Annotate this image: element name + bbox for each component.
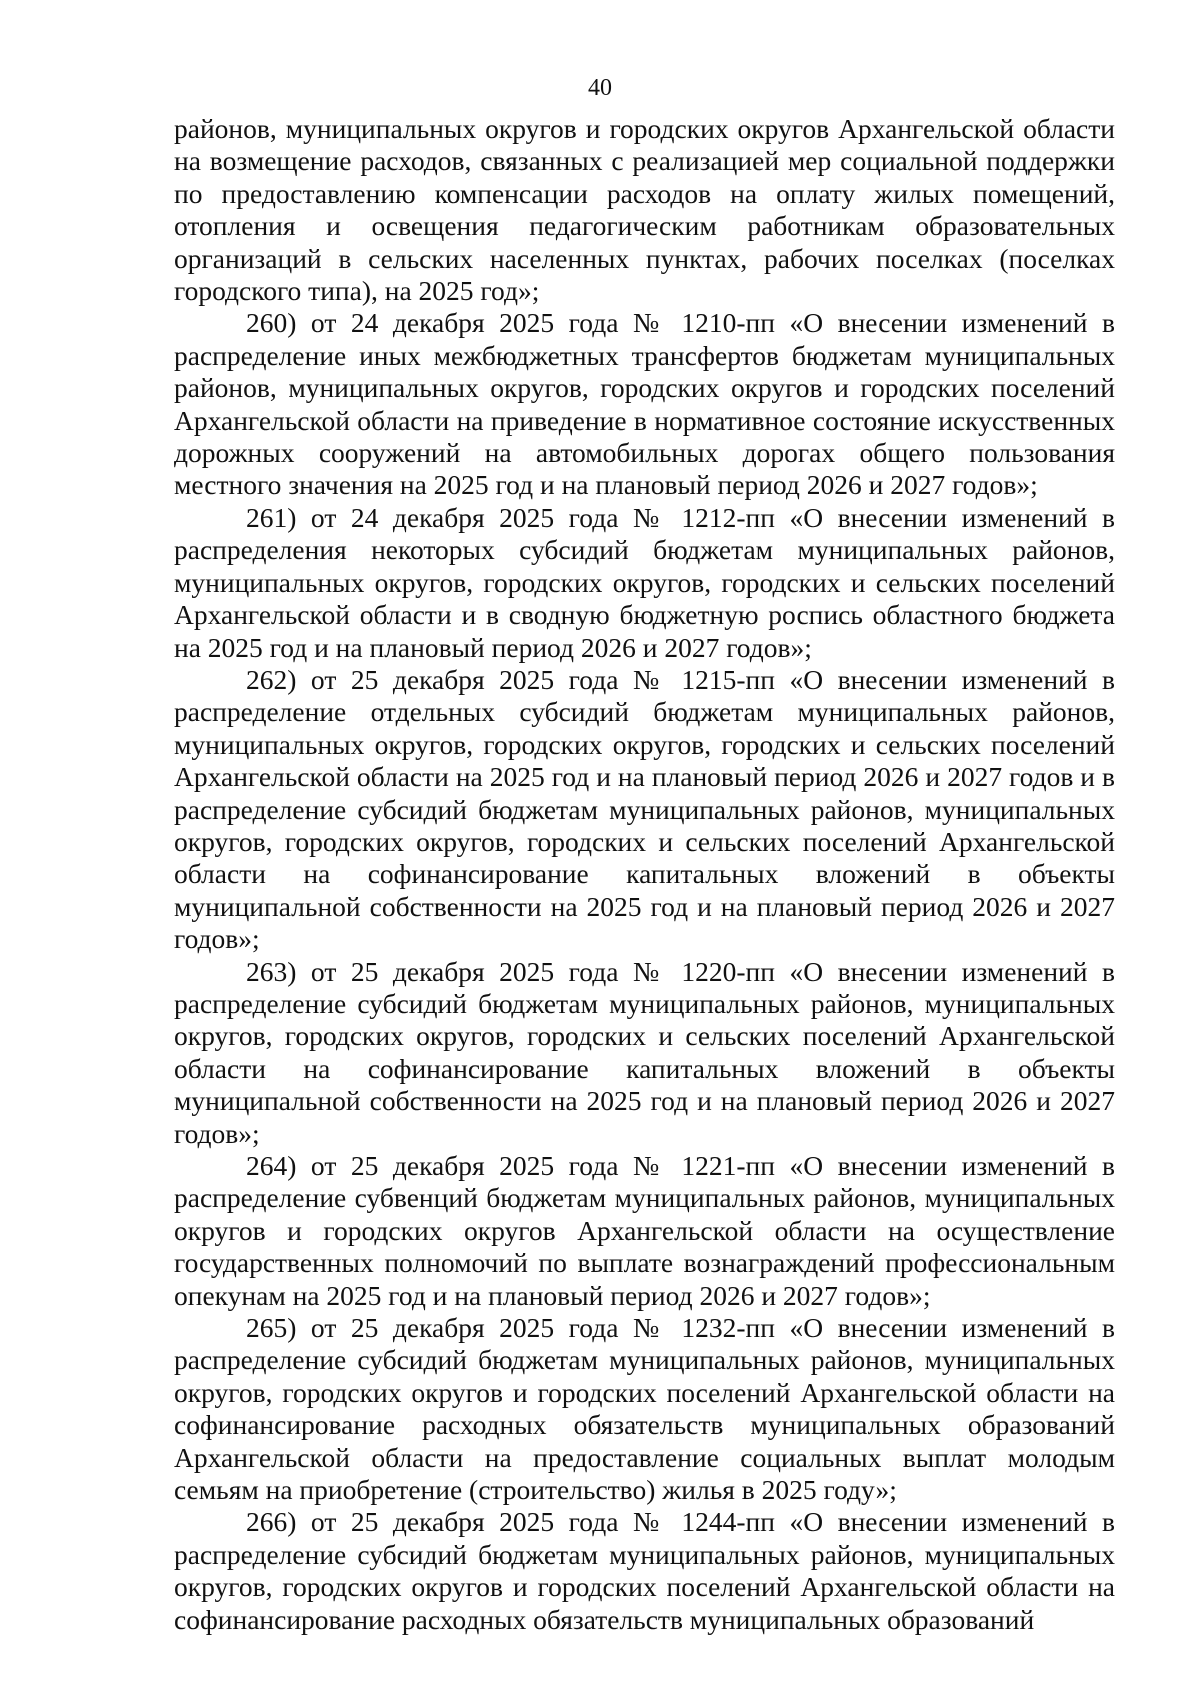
list-item-266: 266) от 25 декабря 2025 года № 1244-пп «О внесении изменений в распределение субсидий бюджетам муниципальных районов, муниципальных округов, городских округов и городских поселений Архангельской области на софинансирование расходных обязательств муниципальных образований	[174, 1506, 1115, 1635]
list-item-262: 262) от 25 декабря 2025 года № 1215-пп «О внесении изменений в распределение отдельных субсидий бюджетам муниципальных районов, муниципальных округов, городских округов, городских и сельских поселений Архангельской области на 2025 год и на плановый период 2026 и 2027 годов и в распределение субсидий бюджетам муниципальных районов, муниципальных округов, городских округов, городских и сельских поселений Архангельской области на софинансирование капитальных вложений в объекты муниципальной собственности на 2025 год и на плановый период 2026 и 2027 годов»;	[174, 663, 1115, 955]
list-item-261: 261) от 24 декабря 2025 года № 1212-пп «О внесении изменений в распределения некоторых субсидий бюджетам муниципальных районов, муниципальных округов, городских округов, городских и сельских поселений Архангельской области и в сводную бюджетную роспись областного бюджета на 2025 год и на плановый период 2026 и 2027 годов»;	[174, 501, 1115, 663]
list-item-263: 263) от 25 декабря 2025 года № 1220-пп «О внесении изменений в распределение субсидий бюджетам муниципальных районов, муниципальных округов, городских округов, городских и сельских поселений Архангельской области на софинансирование капитальных вложений в объекты муниципальной собственности на 2025 год и на плановый период 2026 и 2027 годов»;	[174, 955, 1115, 1149]
list-item-260: 260) от 24 декабря 2025 года № 1210-пп «О внесении изменений в распределение иных межбюджетных трансфертов бюджетам муниципальных районов, муниципальных округов, городских округов и городских поселений Архангельской области на приведение в нормативное состояние искусственных дорожных сооружений на автомобильных дорогах общего пользования местного значения на 2025 год и на плановый период 2026 и 2027 годов»;	[174, 307, 1115, 501]
document-body	[174, 113, 1115, 1636]
list-item-265: 265) от 25 декабря 2025 года № 1232-пп «О внесении изменений в распределение субсидий бюджетам муниципальных районов, муниципальных округов, городских округов и городских поселений Архангельской области на софинансирование расходных обязательств муниципальных образований Архангельской области на предоставление социальных выплат молодым семьям на приобретение (строительство) жилья в 2025 году»;	[174, 1312, 1115, 1506]
page-number: 40	[588, 75, 612, 101]
list-item-264: 264) от 25 декабря 2025 года № 1221-пп «О внесении изменений в распределение субвенций бюджетам муниципальных районов, муниципальных округов и городских округов Архангельской области на осуществление государственных полномочий по выплате вознаграждений профессиональным опекунам на 2025 год и на плановый период 2026 и 2027 годов»;	[174, 1150, 1115, 1311]
paragraph-continuation: районов, муниципальных округов и городских округов Архангельской области на возмещение расходов, связанных с реализацией мер социальной поддержки по предоставлению компенсации расходов на оплату жилых помещений, отопления и освещения педагогическим работникам образовательных организаций в сельских населенных пунктах, рабочих поселках (поселках городского типа), на 2025 год»;	[174, 113, 1115, 307]
